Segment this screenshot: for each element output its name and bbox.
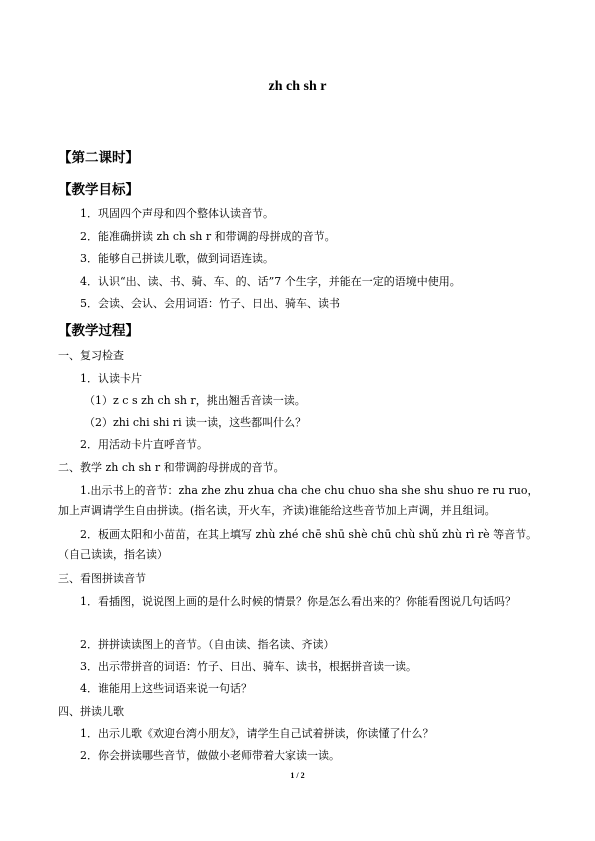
process-heading: 【教学过程】 — [58, 323, 139, 339]
goal-item: 2．能准确拼读 zh ch sh r 和带调韵母拼成的音节。 — [80, 230, 336, 243]
goal-item: 4．认识“出、读、书、骑、车、的、话”7 个生字，并能在一定的语境中使用。 — [80, 275, 461, 288]
goal-item: 1．巩固四个声母和四个整体认读音节。 — [80, 207, 274, 220]
page-title: zh ch sh r — [268, 79, 327, 94]
sub-item: （1）z c s zh ch sh r，挑出翘舌音读一读。 — [84, 394, 306, 407]
step-item: 1．认读卡片 — [80, 372, 142, 385]
step-item: 2．你会拼读哪些音节，做做小老师带着大家读一读。 — [80, 749, 340, 762]
step-paragraph: 1.出示书上的音节：zha zhe zhu zhua cha che chu chuo sha she shu shuo re ru ruo，加上声调请学生自由拼读。(指名读，开火车，齐读)谁能给这些音节加上声调，并且组词。 — [58, 484, 539, 517]
section-heading: 四、拼读儿歌 — [58, 705, 124, 718]
step-item: 1．出示儿歌《欢迎台湾小朋友》，请学生自己试着拼读，你读懂了什么？ — [80, 727, 434, 740]
page-number: 1 / 2 — [290, 771, 305, 780]
step-item: 2．用活动卡片直呼音节。 — [80, 438, 208, 451]
step-item: 2．拼拼读读图上的音节。（自由读、指名读、齐读） — [80, 638, 335, 651]
goal-item: 3．能够自己拼读儿歌，做到词语连读。 — [80, 252, 274, 265]
step-paragraph: 2．板画太阳和小苗苗，在其上填写 zhù zhé chē shū shè chū chù shǔ zhù rì rè 等音节。（自己读读，指名读） — [58, 528, 538, 561]
step-paragraph: 1．看插图，说说图上画的是什么时候的情景？你是怎么看出来的？你能看图说几句话吗？ — [80, 595, 516, 608]
step-item: 4．谁能用上这些词语来说一句话？ — [80, 682, 252, 695]
goals-heading: 【教学目标】 — [58, 182, 139, 198]
sub-item: （2）zhi chi shi ri 读一读，这些都叫什么？ — [84, 416, 307, 429]
section-heading: 二、教学 zh ch sh r 和带调韵母拼成的音节。 — [58, 461, 285, 474]
goal-item: 5．会读、会认、会用词语：竹子、日出、骑车、读书 — [80, 297, 340, 310]
section-heading: 一、复习检查 — [58, 349, 124, 362]
step-item: 3．出示带拼音的词语：竹子、日出、骑车、读书，根据拼音读一读。 — [80, 660, 417, 673]
section-heading: 三、看图拼读音节 — [58, 572, 146, 585]
lesson-heading: 【第二课时】 — [58, 150, 139, 166]
